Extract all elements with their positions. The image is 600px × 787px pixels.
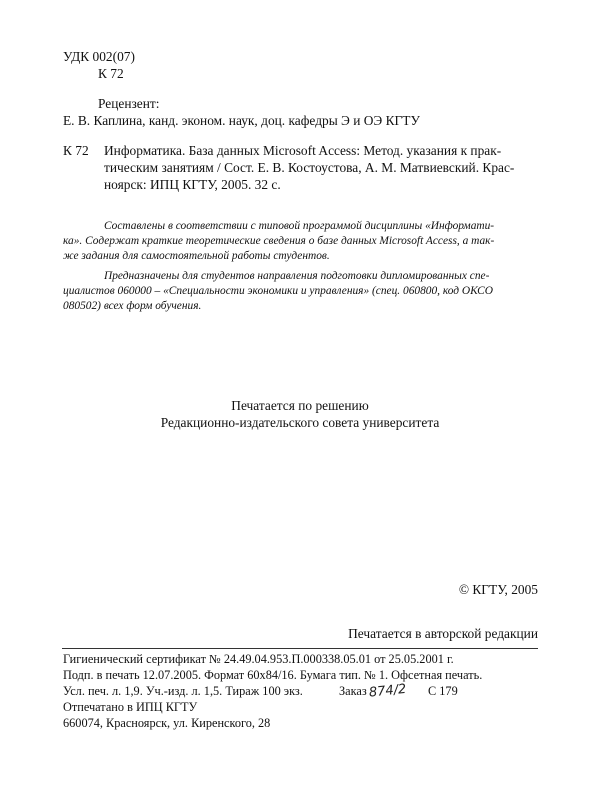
udk-code: УДК 002(07) — [63, 49, 135, 64]
approval-line-1: Печатается по решению — [231, 398, 369, 413]
approval-line-2: Редакционно-издательского совета университета — [160, 415, 440, 430]
bib-line-2: тическим занятиям / Сост. Е. В. Костоустова, А. М. Матвиевский. Крас- — [104, 160, 515, 175]
imprint-order-label: Заказ — [339, 684, 367, 698]
author-mark: К 72 — [98, 66, 124, 81]
imprint-address: 660074, Красноярск, ул. Киренского, 28 — [63, 716, 271, 730]
annotation-p1-line-1: Составлены в соответствии с типовой программой дисциплины «Информати- — [104, 220, 495, 232]
reviewer-name: Е. В. Каплина, канд. эконом. наук, доц. кафедры Э и ОЭ КГТУ — [63, 113, 420, 128]
imprint-order-code: С 179 — [428, 684, 458, 698]
imprint-printed-at: Отпечатано в ИПЦ КГТУ — [63, 700, 198, 714]
author-edition: Печатается в авторской редакции — [348, 626, 538, 641]
bib-line-1: Информатика. База данных Microsoft Access: Метод. указания к прак- — [104, 143, 502, 158]
annotation-p2-line-1: Предназначены для студентов направления подготовки дипломированных спе- — [104, 270, 490, 282]
bib-line-3: ноярск: ИПЦ КГТУ, 2005. 32 с. — [104, 177, 281, 192]
imprint-order-number-handwritten: 874/2 — [368, 681, 408, 701]
annotation-p2-line-3: 080502) всех форм обучения. — [63, 300, 202, 312]
annotation-p1-line-2: ка». Содержат краткие теоретические сведения о базе данных Microsoft Access, а так- — [63, 235, 495, 247]
bib-mark: К 72 — [63, 143, 89, 158]
copyright: © КГТУ, 2005 — [458, 582, 538, 597]
reviewer-label: Рецензент: — [98, 96, 160, 111]
imprint-divider — [62, 648, 538, 649]
annotation-p2-line-2: циалистов 060000 – «Специальности экономики и управления» (спец. 060800, код ОКСО — [63, 285, 493, 297]
imprint-certificate: Гигиенический сертификат № 24.49.04.953.П.000338.05.01 от 25.05.2001 г. — [63, 652, 454, 666]
imprint-print-details: Подп. в печать 12.07.2005. Формат 60x84/16. Бумага тип. № 1. Офсетная печать. — [63, 668, 483, 682]
imprint-circulation: Усл. печ. л. 1,9. Уч.-изд. л. 1,5. Тираж 100 экз. — [63, 684, 303, 698]
annotation-p1-line-3: же задания для самостоятельной работы студентов. — [63, 250, 330, 262]
